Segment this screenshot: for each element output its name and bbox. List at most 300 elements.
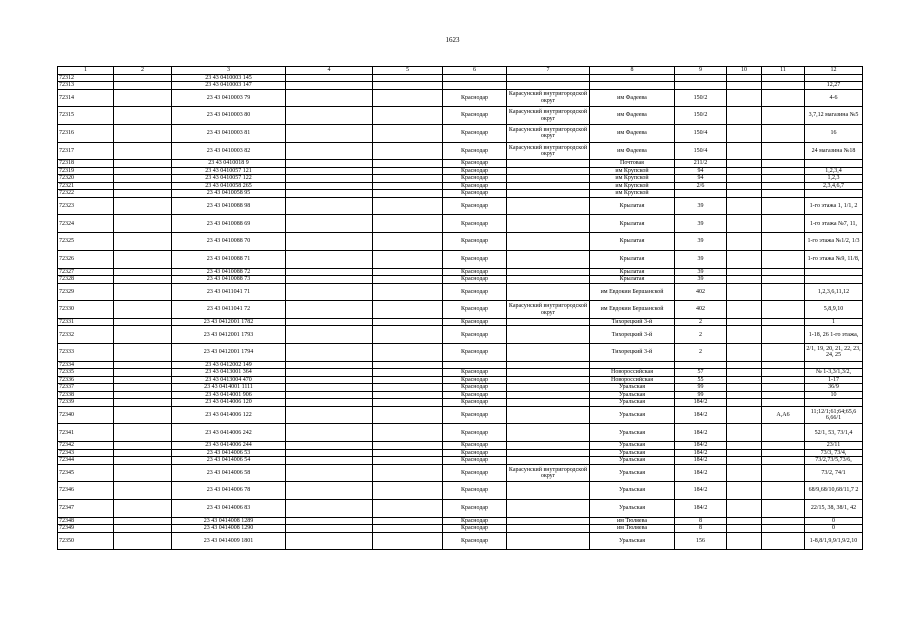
table-cell [114, 449, 172, 457]
table-row [58, 142, 863, 160]
table-cell: 72323 [58, 197, 114, 215]
table-cell [286, 517, 373, 525]
table-cell: 23/11 [805, 442, 863, 450]
table-cell: Уральская [590, 464, 675, 482]
table-cell [675, 190, 727, 198]
table-cell: 72319 [58, 167, 114, 175]
table-cell: Краснодар [443, 517, 507, 525]
table-cell: 72337 [58, 384, 114, 392]
table-cell: 23 43 0410088 98 [172, 197, 286, 215]
table-cell [507, 482, 590, 500]
table-cell [286, 369, 373, 377]
table-cell [805, 268, 863, 276]
table-cell: 72318 [58, 160, 114, 168]
table-body [58, 74, 863, 550]
table-cell: 23 43 0410003 147 [172, 82, 286, 90]
table-cell [762, 182, 805, 190]
table-cell: 72338 [58, 391, 114, 399]
table-cell [286, 344, 373, 362]
table-cell: Краснодар [443, 525, 507, 533]
table-cell: Краснодар [443, 160, 507, 168]
table-cell [727, 160, 762, 168]
table-row [58, 457, 863, 465]
table-cell: Краснодар [443, 276, 507, 284]
table-cell [373, 250, 443, 268]
table-cell [762, 384, 805, 392]
table-cell: 0 [805, 525, 863, 533]
table-cell: Краснодар [443, 532, 507, 550]
table-cell [727, 142, 762, 160]
table-row [58, 74, 863, 82]
table-cell [114, 74, 172, 82]
table-cell [762, 442, 805, 450]
table-cell [286, 142, 373, 160]
table-cell [114, 361, 172, 369]
table-cell: 23 43 0414008 1289 [172, 517, 286, 525]
table-cell: 23 43 0410003 79 [172, 89, 286, 107]
table-cell: 22/15, 38, 38/1, 42 [805, 500, 863, 518]
table-cell: Уральская [590, 424, 675, 442]
table-cell: 1,2,3,6,11,12 [805, 283, 863, 301]
table-cell: 184/2 [675, 449, 727, 457]
table-cell: 72327 [58, 268, 114, 276]
table-cell [114, 424, 172, 442]
table-cell [114, 406, 172, 424]
table-cell: Краснодар [443, 500, 507, 518]
table-cell: 1-го этажа №1/2, 1/3 [805, 233, 863, 251]
table-cell [675, 82, 727, 90]
table-cell [507, 250, 590, 268]
table-cell: Краснодар [443, 457, 507, 465]
table-cell: 72332 [58, 326, 114, 344]
table-cell: Уральская [590, 442, 675, 450]
table-cell [114, 107, 172, 125]
table-cell: 72350 [58, 532, 114, 550]
table-cell: 39 [675, 250, 727, 268]
table-cell: Тихорецкий 3-й [590, 344, 675, 362]
table-cell [114, 525, 172, 533]
table-cell [373, 361, 443, 369]
table-cell [286, 449, 373, 457]
table-cell: 23 43 0414006 242 [172, 424, 286, 442]
column-header: 11 [762, 67, 805, 75]
table-cell: 23 43 0413001 364 [172, 369, 286, 377]
table-cell: Краснодар [443, 89, 507, 107]
table-cell: 2/1, 19, 20, 21, 22, 23, 24, 25 [805, 344, 863, 362]
table-cell [443, 361, 507, 369]
table-row [58, 107, 863, 125]
table-cell: Карасунский внутригородской округ [507, 124, 590, 142]
table-cell [373, 167, 443, 175]
table-cell [373, 384, 443, 392]
table-cell [114, 464, 172, 482]
table-cell: Новороссийская [590, 369, 675, 377]
table-cell: Краснодар [443, 167, 507, 175]
table-cell: 72349 [58, 525, 114, 533]
column-header: 6 [443, 67, 507, 75]
table-cell: 23 43 0410003 145 [172, 74, 286, 82]
table-cell [727, 124, 762, 142]
table-cell [507, 525, 590, 533]
table-cell [590, 361, 675, 369]
table-cell [727, 406, 762, 424]
table-cell [286, 376, 373, 384]
table-cell [507, 391, 590, 399]
table-cell: Уральская [590, 500, 675, 518]
table-cell: 23 43 0410088 73 [172, 276, 286, 284]
table-cell: 184/2 [675, 442, 727, 450]
table-cell: 94 [675, 167, 727, 175]
table-cell: 211/2 [675, 160, 727, 168]
table-cell: 23 43 0412001 1782 [172, 318, 286, 326]
table-cell [805, 399, 863, 407]
table-cell [373, 399, 443, 407]
table-cell [286, 283, 373, 301]
table-cell [373, 124, 443, 142]
table-cell: 52/1, 53, 73/1,4 [805, 424, 863, 442]
table-cell: Краснодар [443, 376, 507, 384]
table-cell [373, 517, 443, 525]
table-cell [507, 190, 590, 198]
table-cell [114, 160, 172, 168]
table-cell: 23 43 0414001 1111 [172, 384, 286, 392]
table-row [58, 160, 863, 168]
table-cell: Уральская [590, 384, 675, 392]
table-row [58, 384, 863, 392]
table-cell [286, 233, 373, 251]
table-row [58, 517, 863, 525]
table-cell [727, 482, 762, 500]
table-cell [114, 376, 172, 384]
table-cell: 23 43 0414006 244 [172, 442, 286, 450]
table-row [58, 250, 863, 268]
table-cell: 1-го этажа №9, 11/8, [805, 250, 863, 268]
table-cell: 150/4 [675, 124, 727, 142]
table-cell: Краснодар [443, 175, 507, 183]
table-cell [727, 361, 762, 369]
table-cell [286, 215, 373, 233]
table-cell: 1-18, 26 1-го этажа, [805, 326, 863, 344]
table-cell [762, 301, 805, 319]
table-cell: 12,27 [805, 82, 863, 90]
table-cell [373, 391, 443, 399]
table-cell [762, 369, 805, 377]
table-cell [286, 301, 373, 319]
table-cell: 72345 [58, 464, 114, 482]
table-cell: 72326 [58, 250, 114, 268]
table-cell [727, 197, 762, 215]
table-cell [727, 442, 762, 450]
table-cell: Карасунский внутригородской округ [507, 142, 590, 160]
table-row [58, 197, 863, 215]
table-row [58, 233, 863, 251]
table-cell: 23 43 0412002 149 [172, 361, 286, 369]
table-cell [286, 442, 373, 450]
table-cell [762, 268, 805, 276]
table-cell: 23 43 0410058 95 [172, 190, 286, 198]
table-cell: 72341 [58, 424, 114, 442]
table-row [58, 190, 863, 198]
table-cell: 23 43 0410018 9 [172, 160, 286, 168]
table-cell [762, 326, 805, 344]
table-cell: 72344 [58, 457, 114, 465]
table-cell [507, 457, 590, 465]
table-cell [114, 124, 172, 142]
table-cell [373, 142, 443, 160]
table-cell [727, 384, 762, 392]
table-cell [286, 124, 373, 142]
table-cell: 72335 [58, 369, 114, 377]
table-cell [443, 74, 507, 82]
table-cell [373, 369, 443, 377]
table-cell: 3,7,12 магазина №5 [805, 107, 863, 125]
table-cell: 72334 [58, 361, 114, 369]
table-row [58, 268, 863, 276]
table-cell: 72328 [58, 276, 114, 284]
table-cell [727, 391, 762, 399]
table-cell: 72313 [58, 82, 114, 90]
table-cell [373, 283, 443, 301]
table-cell [727, 517, 762, 525]
table-cell: 72336 [58, 376, 114, 384]
table-cell [727, 525, 762, 533]
table-cell: Краснодар [443, 233, 507, 251]
table-cell [507, 532, 590, 550]
table-cell: 1-го этажа №7, 11, [805, 215, 863, 233]
table-cell [114, 384, 172, 392]
table-cell: им Фадеева [590, 124, 675, 142]
table-cell [286, 326, 373, 344]
table-cell [114, 369, 172, 377]
table-cell [373, 442, 443, 450]
table-cell: 73/3, 73/4, [805, 449, 863, 457]
table-cell: Крылатая [590, 250, 675, 268]
table-row [58, 82, 863, 90]
table-cell: 156 [675, 532, 727, 550]
table-row [58, 283, 863, 301]
table-cell [114, 283, 172, 301]
table-cell [114, 82, 172, 90]
table-cell: 402 [675, 301, 727, 319]
table-row [58, 215, 863, 233]
table-cell: 1 [805, 318, 863, 326]
column-header: 7 [507, 67, 590, 75]
table-cell [373, 107, 443, 125]
table-cell [373, 82, 443, 90]
table-cell: 150/2 [675, 89, 727, 107]
table-cell: 2/6 [675, 182, 727, 190]
table-row [58, 424, 863, 442]
table-cell: 72314 [58, 89, 114, 107]
table-cell: Краснодар [443, 482, 507, 500]
table-cell [507, 167, 590, 175]
table-cell [507, 361, 590, 369]
table-cell: 72329 [58, 283, 114, 301]
table-cell [286, 525, 373, 533]
table-cell: Краснодар [443, 268, 507, 276]
table-cell [762, 167, 805, 175]
table-cell: 184/2 [675, 406, 727, 424]
table-cell: 23 43 0414006 120 [172, 399, 286, 407]
table-cell [762, 190, 805, 198]
table-cell [762, 124, 805, 142]
table-cell: 23 43 0410088 69 [172, 215, 286, 233]
table-cell [507, 283, 590, 301]
table-cell [114, 344, 172, 362]
table-cell [286, 276, 373, 284]
table-cell [727, 369, 762, 377]
column-header: 10 [727, 67, 762, 75]
table-cell [373, 197, 443, 215]
table-cell [114, 89, 172, 107]
table-row [58, 369, 863, 377]
column-header: 5 [373, 67, 443, 75]
table-cell: Новороссийская [590, 376, 675, 384]
table-cell [727, 89, 762, 107]
table-cell: 72320 [58, 175, 114, 183]
table-cell [762, 424, 805, 442]
table-cell: 72346 [58, 482, 114, 500]
table-cell: Карасунский внутригородской округ [507, 301, 590, 319]
table-cell: 72324 [58, 215, 114, 233]
table-cell [507, 318, 590, 326]
table-cell: А,А6 [762, 406, 805, 424]
table-cell [507, 276, 590, 284]
table-cell [507, 517, 590, 525]
table-cell [286, 107, 373, 125]
table-cell [727, 182, 762, 190]
table-cell: 23 43 0414001 906 [172, 391, 286, 399]
table-cell [590, 74, 675, 82]
table-cell: 99 [675, 391, 727, 399]
column-header: 3 [172, 67, 286, 75]
table-cell [727, 464, 762, 482]
table-cell: Краснодар [443, 197, 507, 215]
table-cell: Уральская [590, 406, 675, 424]
table-cell [762, 449, 805, 457]
table-cell [114, 215, 172, 233]
table-cell [114, 276, 172, 284]
table-cell [805, 190, 863, 198]
table-cell [507, 399, 590, 407]
table-cell: Почтовая [590, 160, 675, 168]
table-cell [373, 182, 443, 190]
table-cell [727, 250, 762, 268]
table-cell [507, 175, 590, 183]
table-cell [286, 391, 373, 399]
table-cell [114, 500, 172, 518]
table-cell [286, 167, 373, 175]
table-cell [762, 276, 805, 284]
table-cell: Краснодар [443, 190, 507, 198]
table-cell: 72348 [58, 517, 114, 525]
page-number: 1623 [445, 36, 460, 44]
table-cell [373, 268, 443, 276]
table-cell [507, 442, 590, 450]
table-cell [762, 175, 805, 183]
table-cell: 1-17 [805, 376, 863, 384]
table-row [58, 124, 863, 142]
table-cell: Крылатая [590, 233, 675, 251]
table-cell: 72333 [58, 344, 114, 362]
table-cell [507, 160, 590, 168]
table-cell [286, 74, 373, 82]
table-cell [507, 182, 590, 190]
table-cell [727, 424, 762, 442]
registry-table [57, 66, 863, 550]
table-cell [286, 250, 373, 268]
table-cell [114, 167, 172, 175]
table-cell: 1-го этажа 1, 1/1, 2 [805, 197, 863, 215]
table-cell [373, 318, 443, 326]
table-cell: 2,3,4,6,7 [805, 182, 863, 190]
table-row [58, 361, 863, 369]
table-cell [114, 197, 172, 215]
table-cell: 72317 [58, 142, 114, 160]
table-cell: 72315 [58, 107, 114, 125]
table-cell: Краснодар [443, 424, 507, 442]
table-cell: 23 43 0410088 71 [172, 250, 286, 268]
table-cell: 72322 [58, 190, 114, 198]
table-row [58, 500, 863, 518]
table-cell: 1,2,3,4 [805, 167, 863, 175]
table-cell: 184/2 [675, 399, 727, 407]
table-cell: Краснодар [443, 283, 507, 301]
table-cell [373, 532, 443, 550]
table-cell: 72339 [58, 399, 114, 407]
table-cell [762, 344, 805, 362]
table-cell [762, 376, 805, 384]
table-cell [286, 399, 373, 407]
table-cell [762, 107, 805, 125]
table-cell: 72316 [58, 124, 114, 142]
table-cell [762, 89, 805, 107]
table-row [58, 399, 863, 407]
table-cell [762, 525, 805, 533]
table-cell [373, 500, 443, 518]
table-cell [286, 482, 373, 500]
table-cell [762, 250, 805, 268]
table-row [58, 406, 863, 424]
table-cell [373, 464, 443, 482]
table-cell: Уральская [590, 449, 675, 457]
table-row [58, 175, 863, 183]
table-cell [507, 384, 590, 392]
table-cell [507, 74, 590, 82]
table-cell [373, 525, 443, 533]
table-cell [727, 175, 762, 183]
table-cell [114, 391, 172, 399]
table-cell [762, 74, 805, 82]
table-cell: Краснодар [443, 318, 507, 326]
table-cell [762, 283, 805, 301]
table-cell [114, 399, 172, 407]
table-cell [507, 369, 590, 377]
table-row [58, 391, 863, 399]
table-cell: 39 [675, 197, 727, 215]
table-cell [762, 482, 805, 500]
table-cell: 184/2 [675, 482, 727, 500]
table-cell: Тихорецкий 3-й [590, 318, 675, 326]
table-cell: 23 43 0410057 121 [172, 167, 286, 175]
table-cell [762, 391, 805, 399]
table-cell [507, 406, 590, 424]
table-cell [114, 326, 172, 344]
column-header: 9 [675, 67, 727, 75]
table-cell [762, 215, 805, 233]
table-cell [762, 142, 805, 160]
table-cell [805, 361, 863, 369]
